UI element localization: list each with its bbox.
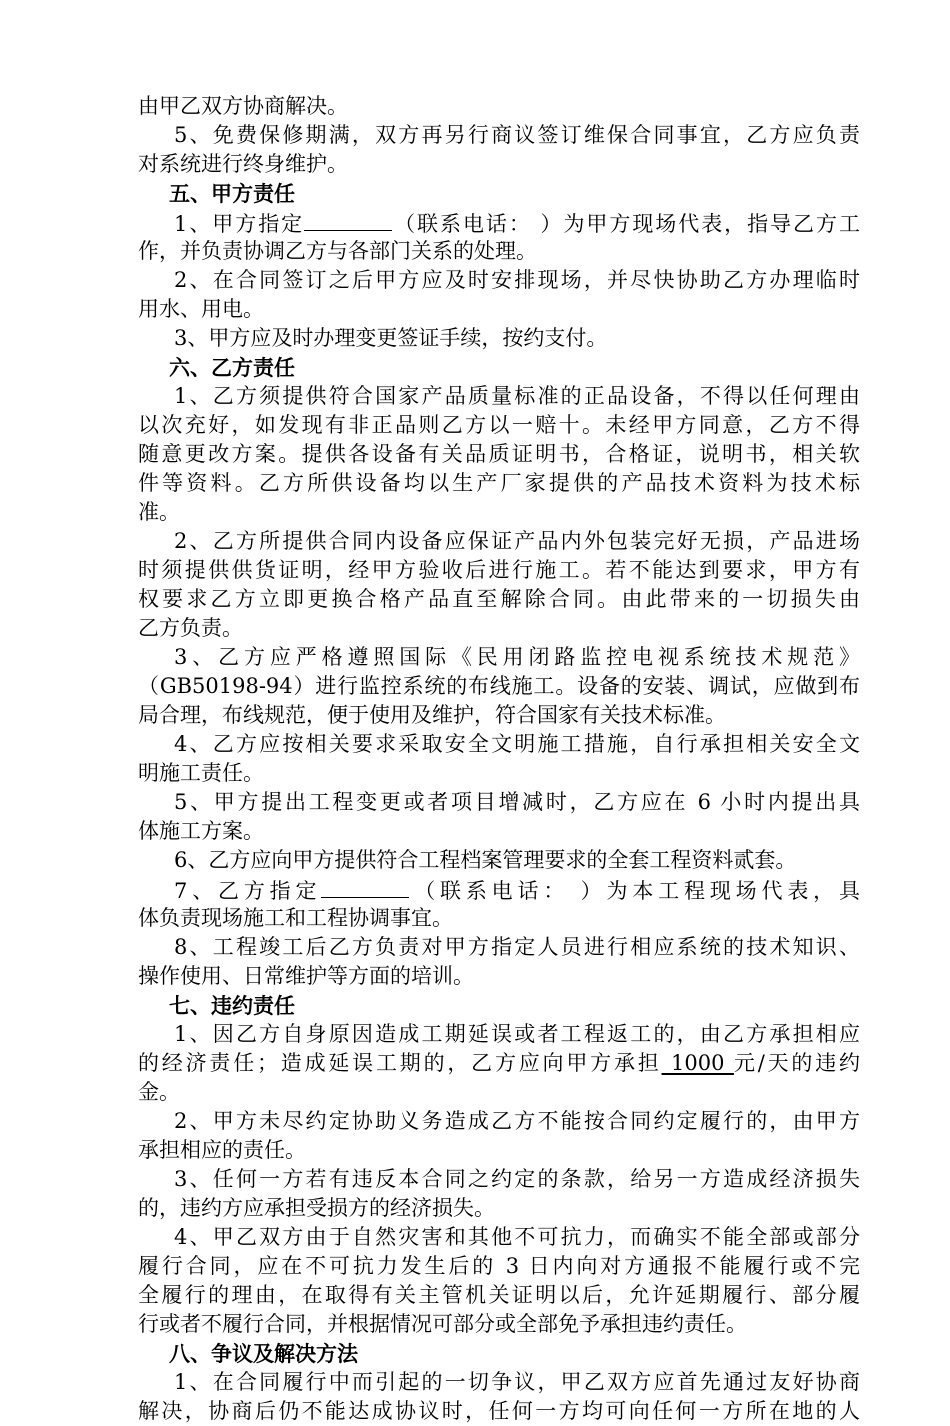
text-line: 2、乙方所提供合同内设备应保证产品内外包装完好无损，产品进场 bbox=[174, 529, 860, 553]
text-line bbox=[138, 875, 860, 904]
text-line: 2、在合同签订之后甲方应及时安排现场，并尽快协助乙方办理临时 bbox=[174, 268, 860, 292]
penalty-amount: 1000 bbox=[661, 1051, 734, 1075]
text-line: 1、在合同履行中而引起的一切争议，甲乙双方应首先通过友好协商 bbox=[174, 1370, 860, 1394]
text-line: 3、乙方应严格遵照国际《民用闭路监控电视系统技术规范》 bbox=[174, 645, 860, 669]
text-line: 局合理，布线规范，便于使用及维护，符合国家有关技术标准。 bbox=[138, 703, 726, 727]
section-heading-7: 七、违约责任 bbox=[169, 993, 295, 1018]
text-line: 以次充好，如发现有非正品则乙方以一赔十。未经甲方同意，乙方不得 bbox=[138, 413, 860, 437]
text-line: （GB50198-94）进行监控系统的布线施工。设备的安装、调试，应做到布 bbox=[138, 674, 860, 698]
text-line: 解决，协商后仍不能达成协议时，任何一方均可向任何一方所在地的人 bbox=[138, 1399, 860, 1423]
text-line: 6、乙方应向甲方提供符合工程档案管理要求的全套工程资料贰套。 bbox=[174, 848, 797, 872]
text-line: 5、免费保修期满，双方再另行商议签订维保合同事宜，乙方应负责 bbox=[174, 123, 860, 147]
text-line: 权要求乙方立即更换合格产品直至解除合同。由此带来的一切损失由 bbox=[138, 587, 860, 611]
section-heading-5: 五、甲方责任 bbox=[169, 181, 295, 206]
text-fragment: 1、甲方指定 bbox=[174, 212, 305, 236]
text-line: 3、任何一方若有违反本合同之约定的条款，给另一方造成经济损失 bbox=[174, 1167, 860, 1191]
text-line: 时须提供供货证明，经甲方验收后进行施工。若不能达到要求，甲方有 bbox=[138, 558, 860, 582]
text-line bbox=[138, 1049, 860, 1078]
text-line: 承担相应的责任。 bbox=[138, 1138, 306, 1162]
text-line: 乙方负责。 bbox=[138, 616, 243, 640]
text-line: 操作使用、日常维护等方面的培训。 bbox=[138, 964, 474, 988]
text-line: 件等资料。乙方所供设备均以生产厂家提供的产品技术资料为技术标 bbox=[138, 471, 860, 495]
text-line: 全履行的理由，在取得有关主管机关证明以后，允许延期履行、部分履 bbox=[138, 1283, 860, 1307]
text-fragment: 的经济责任；造成延误工期的，乙方应向甲方承担 bbox=[138, 1051, 662, 1075]
text-line: 随意更改方案。提供各设备有关品质证明书，合格证，说明书，相关软 bbox=[138, 442, 860, 466]
text-fragment: 7、乙方指定 bbox=[174, 879, 322, 903]
text-line: 5、甲方提出工程变更或者项目增减时，乙方应在 6 小时内提出具 bbox=[174, 790, 860, 814]
text-line: 1、乙方须提供符合国家产品质量标准的正品设备，不得以任何理由 bbox=[174, 384, 860, 408]
text-line: 8、工程竣工后乙方负责对甲方指定人员进行相应系统的技术知识、 bbox=[174, 935, 860, 959]
text-line: 准。 bbox=[138, 500, 180, 524]
text-line: 4、乙方应按相关要求采取安全文明施工措施，自行承担相关安全文 bbox=[174, 732, 860, 756]
text-line: 体负责现场施工和工程协调事宜。 bbox=[138, 906, 453, 930]
text-line: 金。 bbox=[138, 1080, 180, 1104]
text-fragment: （联系电话： ）为本工程现场代表，具 bbox=[409, 879, 860, 903]
text-line: 行或者不履行合同，并根据情况可部分或全部免予承担违约责任。 bbox=[138, 1312, 747, 1336]
section-heading-6: 六、乙方责任 bbox=[169, 355, 295, 380]
text-line: 的，违约方应承担受损方的经济损失。 bbox=[138, 1196, 495, 1220]
text-line bbox=[138, 208, 860, 237]
text-line: 2、甲方未尽约定协助义务造成乙方不能按合同约定履行的，由甲方 bbox=[174, 1109, 860, 1133]
fill-in-blank bbox=[321, 875, 409, 898]
text-line: 3、甲方应及时办理变更签证手续，按约支付。 bbox=[174, 326, 608, 350]
contract-page bbox=[138, 92, 860, 1426]
text-fragment: （联系电话： ）为甲方现场代表，指导乙方工 bbox=[392, 212, 860, 236]
text-fragment: 元/天的违约 bbox=[733, 1051, 860, 1075]
text-line: 由甲乙双方协商解决。 bbox=[138, 94, 348, 118]
section-heading-8: 八、争议及解决方法 bbox=[169, 1341, 358, 1366]
fill-in-blank bbox=[304, 208, 392, 231]
text-line: 1、因乙方自身原因造成工期延误或者工程返工的，由乙方承担相应 bbox=[174, 1022, 860, 1046]
text-line: 明施工责任。 bbox=[138, 761, 264, 785]
text-line: 4、甲乙双方由于自然灾害和其他不可抗力，而确实不能全部或部分 bbox=[174, 1225, 860, 1249]
text-line: 对系统进行终身维护。 bbox=[138, 152, 348, 176]
text-line: 体施工方案。 bbox=[138, 819, 264, 843]
text-line: 用水、用电。 bbox=[138, 297, 264, 321]
text-line: 作，并负责协调乙方与各部门关系的处理。 bbox=[138, 239, 537, 263]
text-line: 履行合同，应在不可抗力发生后的 3 日内向对方通报不能履行或不完 bbox=[138, 1254, 860, 1278]
